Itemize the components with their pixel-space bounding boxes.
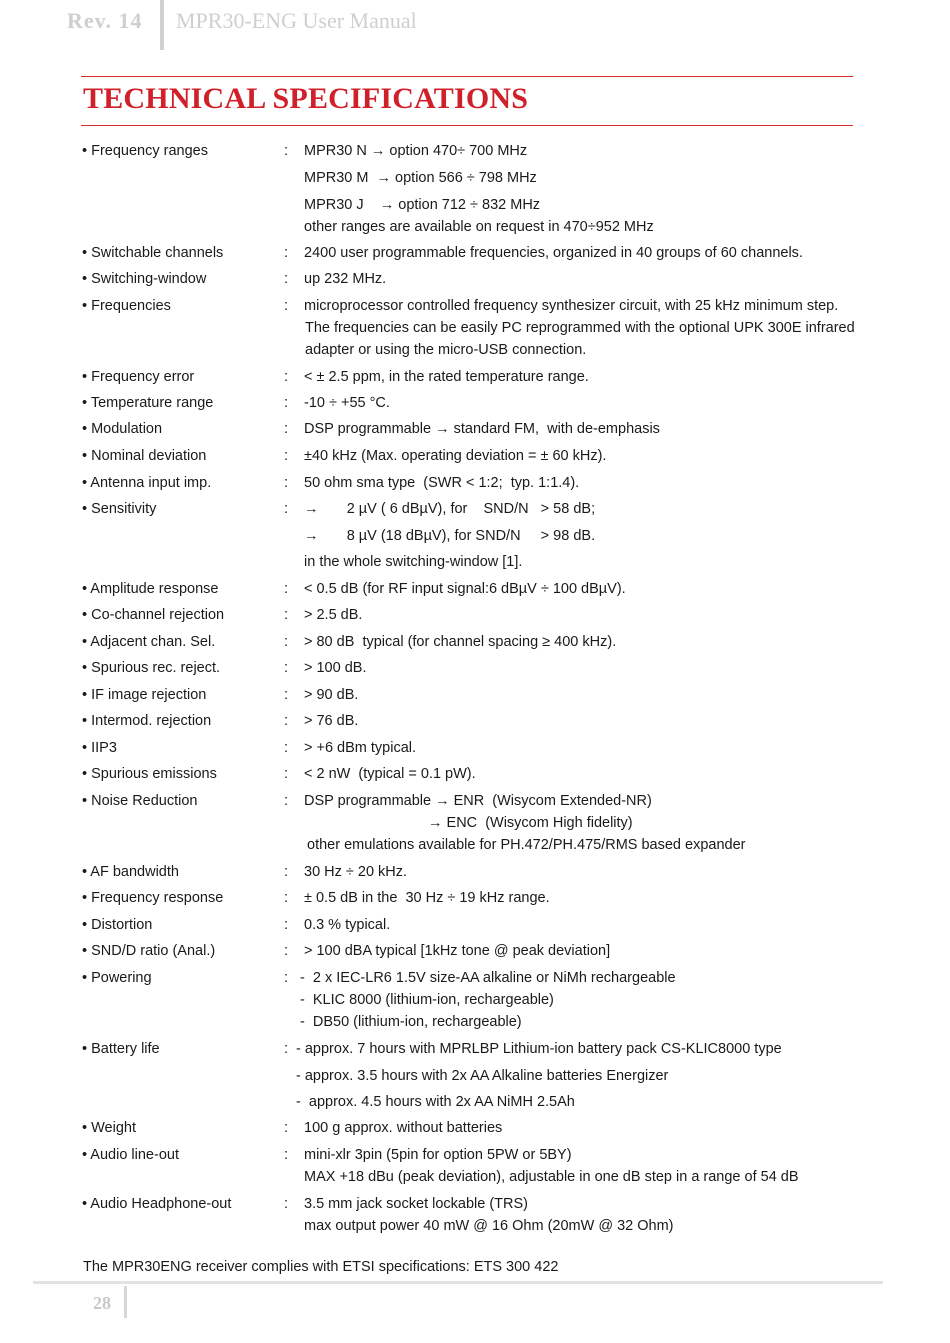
footer-rule: [33, 1281, 883, 1284]
spec-value-line: > 100 dBA typical [1kHz tone @ peak deviation]: [304, 943, 611, 959]
spec-label: • Temperature range: [82, 395, 214, 411]
spec-label: • Sensitivity: [82, 501, 157, 517]
spec-value-line: max output power 40 mW @ 16 Ohm (20mW @ 32 Ohm): [304, 1218, 674, 1234]
spec-colon: :: [284, 713, 289, 729]
section-title: TECHNICAL SPECIFICATIONS: [83, 82, 529, 115]
spec-label: • Frequencies: [82, 298, 171, 314]
spec-colon: :: [284, 501, 289, 517]
header-title: MPR30-ENG User Manual: [176, 8, 417, 33]
spec-label: • Audio Headphone-out: [82, 1196, 232, 1212]
spec-value-line: microprocessor controlled frequency synthesizer circuit, with 25 kHz minimum step.: [304, 298, 839, 314]
spec-label: • Frequency response: [82, 890, 224, 906]
spec-colon: :: [284, 421, 289, 437]
compliance-note: The MPR30ENG receiver complies with ETSI specifications: ETS 300 422: [83, 1259, 559, 1275]
spec-label: • Frequency error: [82, 369, 195, 385]
spec-colon: :: [284, 766, 289, 782]
spec-value-line: MPR30 J → option 712 ÷ 832 MHz: [304, 197, 541, 213]
spec-label: • Antenna input imp.: [82, 475, 212, 491]
title-bottom-rule: [81, 125, 853, 126]
spec-label: • Modulation: [82, 421, 163, 437]
spec-value-line: → ENC (Wisycom High fidelity): [428, 815, 633, 831]
spec-label: • Co-channel rejection: [82, 607, 225, 623]
spec-colon: :: [284, 475, 289, 491]
spec-colon: :: [284, 271, 289, 287]
spec-value-line: > 80 dB typical (for channel spacing ≥ 400 kHz).: [304, 634, 617, 650]
spec-label: • Battery life: [82, 1041, 160, 1057]
spec-colon: :: [284, 864, 289, 880]
spec-value-line: up 232 MHz.: [304, 271, 387, 287]
spec-label: • AF bandwidth: [82, 864, 179, 880]
spec-value-line: other emulations available for PH.472/PH.475/RMS based expander: [307, 837, 746, 853]
spec-label: • IF image rejection: [82, 687, 207, 703]
spec-value-line: - approx. 4.5 hours with 2x AA NiMH 2.5Ah: [296, 1094, 575, 1110]
spec-label: • IIP3: [82, 740, 117, 756]
spec-label: • Audio line-out: [82, 1147, 179, 1163]
spec-value-line: -10 ÷ +55 °C.: [304, 395, 390, 411]
spec-value-line: → 2 µV ( 6 dBµV), for SND/N > 58 dB;: [304, 501, 596, 517]
spec-value-line: - DB50 (lithium-ion, rechargeable): [300, 1014, 522, 1030]
spec-colon: :: [284, 890, 289, 906]
spec-colon: :: [284, 660, 289, 676]
spec-value-line: > 2.5 dB.: [304, 607, 363, 623]
spec-label: • Weight: [82, 1120, 136, 1136]
spec-colon: :: [284, 448, 289, 464]
spec-colon: :: [284, 1147, 289, 1163]
spec-colon: :: [284, 298, 289, 314]
header-divider: [160, 0, 164, 50]
header-revision: Rev. 14: [67, 8, 143, 33]
spec-label: • SND/D ratio (Anal.): [82, 943, 216, 959]
spec-colon: :: [284, 634, 289, 650]
spec-value-line: MPR30 N → option 470÷ 700 MHz: [304, 143, 528, 159]
spec-value-line: - 2 x IEC-LR6 1.5V size-AA alkaline or NiMh rechargeable: [300, 970, 676, 986]
spec-label: • Noise Reduction: [82, 793, 198, 809]
spec-colon: :: [284, 943, 289, 959]
spec-value-line: MAX +18 dBu (peak deviation), adjustable in one dB step in a range of 54 dB: [304, 1169, 799, 1185]
spec-value-line: other ranges are available on request in 470÷952 MHz: [304, 219, 654, 235]
title-top-rule: [81, 76, 853, 77]
spec-value-line: > 90 dB.: [304, 687, 359, 703]
spec-label: • Nominal deviation: [82, 448, 207, 464]
spec-value-line: < 2 nW (typical = 0.1 pW).: [304, 766, 476, 782]
spec-value-line: 100 g approx. without batteries: [304, 1120, 503, 1136]
spec-value-line: ±40 kHz (Max. operating deviation = ± 60 kHz).: [304, 448, 607, 464]
spec-value-line: DSP programmable → ENR (Wisycom Extended-NR): [304, 793, 652, 809]
spec-value-line: 2400 user programmable frequencies, organized in 40 groups of 60 channels.: [304, 245, 803, 261]
spec-colon: :: [284, 970, 289, 986]
spec-colon: :: [284, 1196, 289, 1212]
spec-label: • Intermod. rejection: [82, 713, 212, 729]
spec-value-line: < ± 2.5 ppm, in the rated temperature range.: [304, 369, 589, 385]
spec-colon: :: [284, 687, 289, 703]
spec-colon: :: [284, 1120, 289, 1136]
footer-divider: [124, 1286, 127, 1318]
spec-label: • Switchable channels: [82, 245, 224, 261]
spec-colon: :: [284, 143, 289, 159]
spec-value-line: in the whole switching-window [1].: [304, 554, 523, 570]
spec-colon: :: [284, 793, 289, 809]
spec-value-line: > 100 dB.: [304, 660, 367, 676]
spec-value-line: - approx. 3.5 hours with 2x AA Alkaline batteries Energizer: [296, 1068, 669, 1084]
spec-value-line: The frequencies can be easily PC reprogrammed with the optional UPK 300E infrared: [305, 320, 855, 336]
spec-label: • Spurious rec. reject.: [82, 660, 221, 676]
spec-value-line: - approx. 7 hours with MPRLBP Lithium-ion battery pack CS-KLIC8000 type: [296, 1041, 782, 1057]
spec-label: • Frequency ranges: [82, 143, 208, 159]
spec-value-line: 30 Hz ÷ 20 kHz.: [304, 864, 408, 880]
spec-value-line: MPR30 M → option 566 ÷ 798 MHz: [304, 170, 537, 186]
spec-value-line: 50 ohm sma type (SWR < 1:2; typ. 1:1.4).: [304, 475, 580, 491]
spec-colon: :: [284, 369, 289, 385]
spec-label: • Amplitude response: [82, 581, 219, 597]
spec-value-line: - KLIC 8000 (lithium-ion, rechargeable): [300, 992, 554, 1008]
spec-colon: :: [284, 581, 289, 597]
spec-label: • Adjacent chan. Sel.: [82, 634, 216, 650]
spec-value-line: > +6 dBm typical.: [304, 740, 417, 756]
spec-colon: :: [284, 245, 289, 261]
spec-value-line: 0.3 % typical.: [304, 917, 391, 933]
spec-colon: :: [284, 607, 289, 623]
spec-value-line: 3.5 mm jack socket lockable (TRS): [304, 1196, 529, 1212]
spec-colon: :: [284, 395, 289, 411]
spec-colon: :: [284, 917, 289, 933]
spec-label: • Switching-window: [82, 271, 207, 287]
spec-label: • Spurious emissions: [82, 766, 217, 782]
spec-value-line: > 76 dB.: [304, 713, 359, 729]
spec-value-line: mini-xlr 3pin (5pin for option 5PW or 5BY): [304, 1147, 572, 1163]
page-number: 28: [93, 1293, 111, 1313]
spec-label: • Distortion: [82, 917, 153, 933]
spec-label: • Powering: [82, 970, 152, 986]
spec-colon: :: [284, 1041, 289, 1057]
spec-value-line: < 0.5 dB (for RF input signal:6 dBµV ÷ 100 dBµV).: [304, 581, 626, 597]
spec-value-line: DSP programmable → standard FM, with de-emphasis: [304, 421, 660, 437]
spec-value-line: ± 0.5 dB in the 30 Hz ÷ 19 kHz range.: [304, 890, 550, 906]
spec-value-line: adapter or using the micro-USB connection.: [305, 342, 587, 358]
spec-colon: :: [284, 740, 289, 756]
spec-value-line: → 8 µV (18 dBµV), for SND/N > 98 dB.: [304, 528, 596, 544]
